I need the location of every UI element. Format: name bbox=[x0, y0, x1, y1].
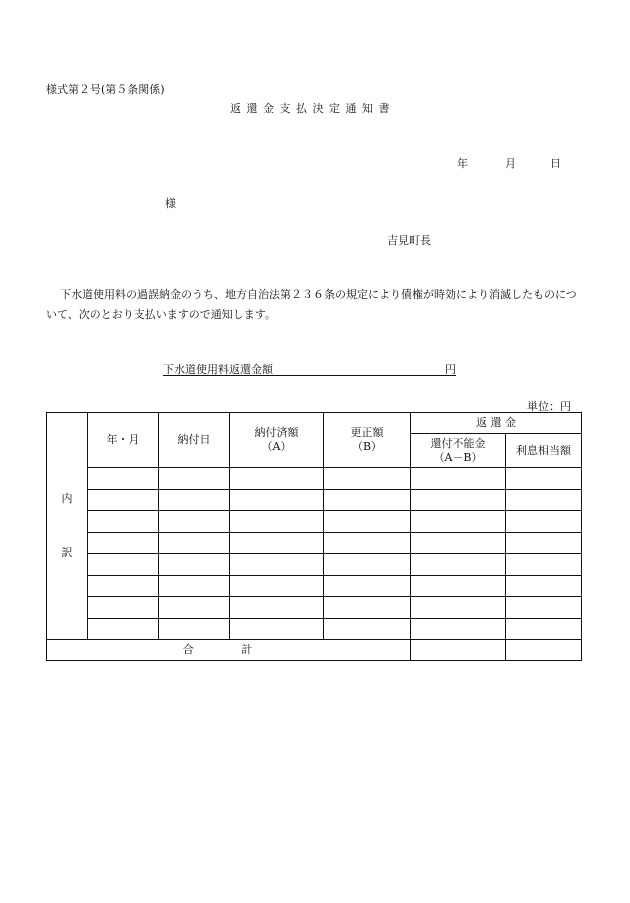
table-cell[interactable] bbox=[411, 575, 506, 597]
table-row bbox=[47, 511, 582, 533]
unit-note: 単位：円 bbox=[527, 400, 571, 413]
table-cell[interactable] bbox=[159, 597, 230, 619]
table-cell[interactable] bbox=[159, 468, 230, 490]
table-cell[interactable] bbox=[324, 532, 411, 554]
table-cell[interactable] bbox=[506, 489, 582, 511]
table-cell[interactable] bbox=[88, 597, 159, 619]
table-row bbox=[47, 575, 582, 597]
table-cell[interactable] bbox=[159, 511, 230, 533]
table-cell[interactable] bbox=[324, 489, 411, 511]
date-day-label: 日 bbox=[550, 157, 561, 170]
total-excess-cell[interactable] bbox=[411, 640, 506, 661]
table-cell[interactable] bbox=[230, 575, 324, 597]
table-cell[interactable] bbox=[506, 511, 582, 533]
refund-amount-unit: 円 bbox=[445, 363, 456, 376]
table-cell[interactable] bbox=[324, 554, 411, 576]
table-cell[interactable] bbox=[506, 554, 582, 576]
table-cell[interactable] bbox=[411, 597, 506, 619]
side-label-char: 訳 bbox=[61, 546, 73, 559]
refund-amount-line bbox=[163, 361, 456, 376]
table-row bbox=[47, 554, 582, 576]
table-cell[interactable] bbox=[324, 468, 411, 490]
header-excess-code: （A－B） bbox=[433, 450, 483, 464]
total-label bbox=[47, 640, 411, 661]
table-cell[interactable] bbox=[230, 468, 324, 490]
refund-amount-label: 下水道使用料返還金額 bbox=[163, 363, 273, 376]
table-cell[interactable] bbox=[159, 532, 230, 554]
table-cell[interactable] bbox=[159, 618, 230, 640]
breakdown-table bbox=[46, 412, 582, 661]
table-cell[interactable] bbox=[88, 489, 159, 511]
table-row bbox=[47, 468, 582, 490]
table-cell[interactable] bbox=[159, 489, 230, 511]
header-excess-label: 還付不能金 bbox=[430, 436, 486, 450]
header-corrected-amount-code: （B） bbox=[351, 440, 383, 453]
table-cell[interactable] bbox=[88, 575, 159, 597]
table-cell[interactable] bbox=[411, 554, 506, 576]
table-cell[interactable] bbox=[411, 489, 506, 511]
document-title: 返還金支払決定通知書 bbox=[230, 102, 395, 115]
table-cell[interactable] bbox=[411, 468, 506, 490]
addressee-suffix: 様 bbox=[165, 197, 176, 210]
issuer-name: 吉見町長 bbox=[387, 234, 431, 247]
table-row bbox=[47, 489, 582, 511]
total-label-text: 合 計 bbox=[182, 643, 275, 656]
table-cell[interactable] bbox=[506, 618, 582, 640]
table-cell[interactable] bbox=[230, 618, 324, 640]
table-cell[interactable] bbox=[506, 597, 582, 619]
table-cell[interactable] bbox=[88, 511, 159, 533]
header-excess bbox=[411, 434, 506, 468]
table-cell[interactable] bbox=[159, 554, 230, 576]
header-payment-date: 納付日 bbox=[159, 413, 230, 468]
table-cell[interactable] bbox=[230, 597, 324, 619]
table-cell[interactable] bbox=[324, 511, 411, 533]
total-interest-cell[interactable] bbox=[506, 640, 582, 661]
table-cell[interactable] bbox=[88, 554, 159, 576]
table-row bbox=[47, 532, 582, 554]
header-corrected-amount-label: 更正額 bbox=[350, 426, 384, 439]
table-row bbox=[47, 618, 582, 640]
side-label-char: 内 bbox=[61, 492, 73, 505]
header-year-month: 年・月 bbox=[88, 413, 159, 468]
table-cell[interactable] bbox=[88, 618, 159, 640]
table-cell[interactable] bbox=[411, 532, 506, 554]
notice-body-text: 下水道使用料の過誤納金のうち、地方自治法第２３６条の規定により債権が時効により消滅したものについて、次のとおり支払いますので通知します。 bbox=[46, 288, 577, 321]
table-cell[interactable] bbox=[411, 618, 506, 640]
table-cell[interactable] bbox=[324, 597, 411, 619]
table-cell[interactable] bbox=[411, 511, 506, 533]
table-cell[interactable] bbox=[506, 468, 582, 490]
header-interest: 利息相当額 bbox=[506, 434, 582, 468]
header-paid-amount bbox=[230, 413, 324, 468]
date-month-label: 月 bbox=[505, 157, 516, 170]
table-row bbox=[47, 597, 582, 619]
table-cell[interactable] bbox=[230, 532, 324, 554]
total-row bbox=[47, 640, 582, 661]
header-paid-amount-code: （A） bbox=[261, 440, 292, 453]
table-cell[interactable] bbox=[88, 468, 159, 490]
breakdown-side-label bbox=[47, 413, 88, 640]
header-corrected-amount bbox=[324, 413, 411, 468]
table-cell[interactable] bbox=[159, 575, 230, 597]
table-cell[interactable] bbox=[324, 618, 411, 640]
table-cell[interactable] bbox=[230, 554, 324, 576]
header-paid-amount-label: 納付済額 bbox=[254, 426, 299, 439]
table-cell[interactable] bbox=[230, 489, 324, 511]
table-cell[interactable] bbox=[88, 532, 159, 554]
form-number: 様式第２号(第５条関係) bbox=[46, 83, 165, 96]
date-year-label: 年 bbox=[457, 157, 468, 170]
table-cell[interactable] bbox=[324, 575, 411, 597]
table-cell[interactable] bbox=[230, 511, 324, 533]
table-cell[interactable] bbox=[506, 532, 582, 554]
table-cell[interactable] bbox=[506, 575, 582, 597]
header-refund: 返 還 金 bbox=[411, 413, 582, 434]
